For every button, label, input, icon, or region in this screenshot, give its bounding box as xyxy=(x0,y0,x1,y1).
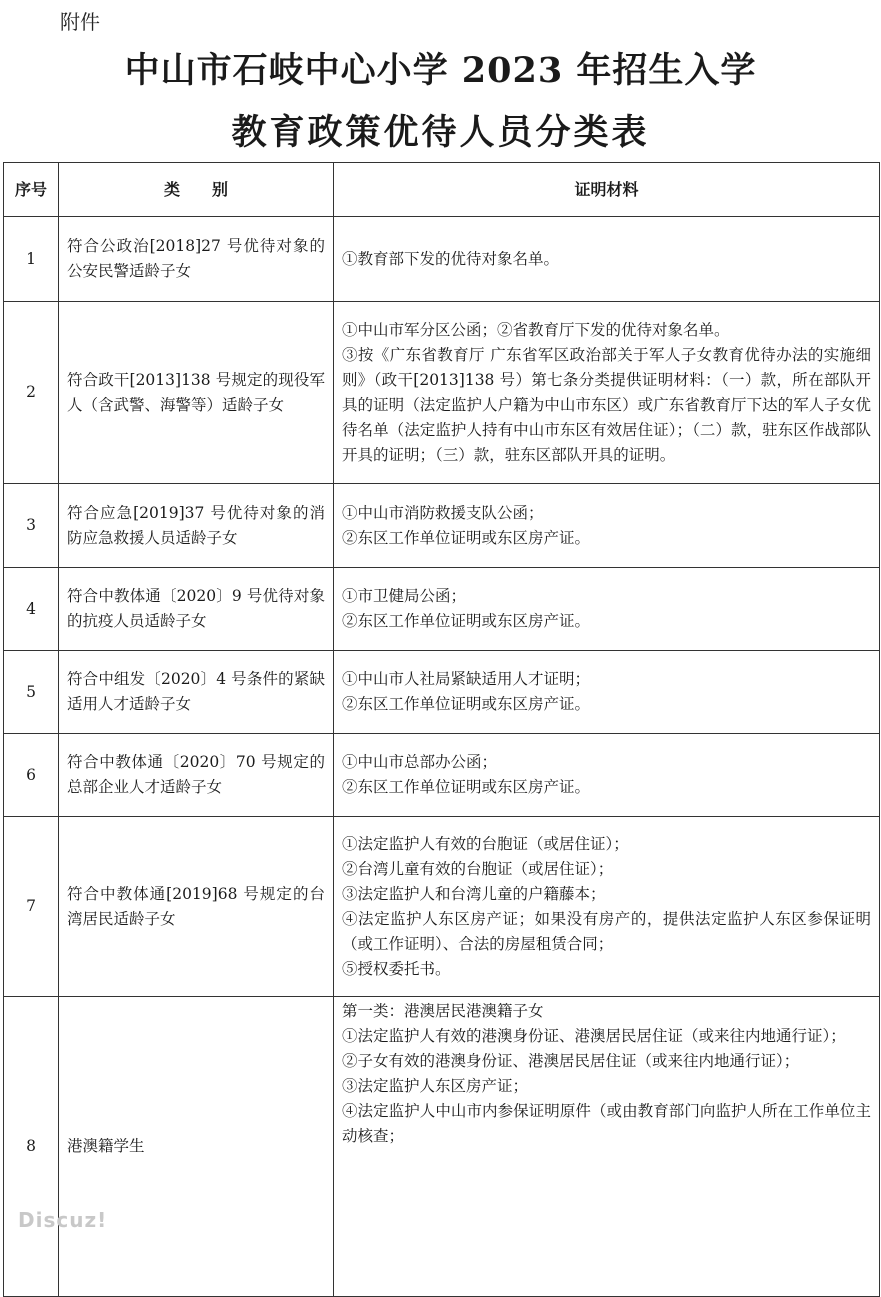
material-line: ②东区工作单位证明或东区房产证。 xyxy=(342,528,591,547)
header-num: 序号 xyxy=(4,163,59,217)
row-category: 符合中教体通〔2020〕9 号优待对象的抗疫人员适龄子女 xyxy=(59,568,334,651)
table-row xyxy=(4,568,880,651)
attachment-label: 附件 xyxy=(60,10,100,34)
material-line: ②台湾儿童有效的台胞证（或居住证）； xyxy=(342,859,614,878)
material-line: ②东区工作单位证明或东区房产证。 xyxy=(342,695,591,713)
row-materials xyxy=(334,568,880,651)
table-row xyxy=(4,997,880,1297)
row-materials xyxy=(334,997,880,1297)
material-line: ①中山市消防救援支队公函； xyxy=(342,503,544,522)
row-category: 符合中教体通〔2020〕70 号规定的总部企业人才适龄子女 xyxy=(59,734,334,817)
row-materials xyxy=(334,734,880,817)
material-line: 第一类：港澳居民港澳籍子女 xyxy=(342,1002,544,1020)
material-line: ④法定监护人东区房产证；如果没有房产的，提供法定监护人东区参保证明（或工作证明）、合法的房屋租赁合同； xyxy=(342,909,871,953)
material-line: ①市卫健局公函； xyxy=(342,587,467,605)
material-line: ②东区工作单位证明或东区房产证。 xyxy=(342,778,591,796)
row-number: 8 xyxy=(4,997,59,1297)
row-category: 符合公政治[2018]27 号优待对象的公安民警适龄子女 xyxy=(59,217,334,302)
table-row xyxy=(4,484,880,568)
material-line: ②子女有效的港澳身份证、港澳居民居住证（或来往内地通行证）； xyxy=(342,1052,800,1070)
material-line: ①法定监护人有效的台胞证（或居住证）； xyxy=(342,834,629,853)
row-number: 5 xyxy=(4,651,59,734)
material-line: ①中山市总部办公函； xyxy=(342,753,498,771)
row-number: 3 xyxy=(4,484,59,568)
row-category: 港澳籍学生 xyxy=(59,997,334,1297)
material-line: ⑤授权委托书。 xyxy=(342,959,451,978)
page-title-line1: 中山市石岐中心小学 2023 年招生入学 xyxy=(124,50,757,91)
row-category: 符合政干[2013]138 号规定的现役军人（含武警、海警等）适龄子女 xyxy=(59,302,334,484)
policy-table xyxy=(3,162,880,1297)
table-header-row xyxy=(4,163,880,217)
table-row xyxy=(4,817,880,997)
material-line: ①教育部下发的优待对象名单。 xyxy=(342,249,560,268)
row-number: 2 xyxy=(4,302,59,484)
row-number: 1 xyxy=(4,217,59,302)
row-number: 4 xyxy=(4,568,59,651)
material-line: ④法定监护人中山市内参保证明原件（或由教育部门向监护人所在工作单位主动核查； xyxy=(342,1102,871,1145)
header-category: 类 别 xyxy=(59,163,334,217)
row-materials xyxy=(334,302,880,484)
table-row xyxy=(4,651,880,734)
row-materials xyxy=(334,817,880,997)
material-line: ③法定监护人东区房产证； xyxy=(342,1077,529,1095)
row-materials xyxy=(334,217,880,302)
row-number: 6 xyxy=(4,734,59,817)
material-line: ②东区工作单位证明或东区房产证。 xyxy=(342,612,591,630)
row-materials xyxy=(334,651,880,734)
material-line: ③按《广东省教育厅 广东省军区政治部关于军人子女教育优待办法的实施细则》（政干[2013]138 号）第七条分类提供证明材料：（一）款，所在部队开具的证明（法定监护人户籍为中山市东区）或广东省教育厅下达的军人子女优待名单（法定监护人持有中山市东区有效居住证）；（二）款，驻东区作战部队开具的证明；（三）款，驻东区部队开具的证明。 xyxy=(342,345,871,464)
watermark: Discuz! xyxy=(18,1208,108,1232)
table-row xyxy=(4,302,880,484)
header-materials: 证明材料 xyxy=(334,163,880,217)
row-number: 7 xyxy=(4,817,59,997)
material-line: ①中山市人社局紧缺适用人才证明； xyxy=(342,670,591,688)
row-category: 符合应急[2019]37 号优待对象的消防应急救援人员适龄子女 xyxy=(59,484,334,568)
material-line: ①中山市军分区公函；②省教育厅下发的优待对象名单。 xyxy=(342,320,730,339)
row-category: 符合中组发〔2020〕4 号条件的紧缺适用人才适龄子女 xyxy=(59,651,334,734)
row-category: 符合中教体通[2019]68 号规定的台湾居民适龄子女 xyxy=(59,817,334,997)
material-line: ③法定监护人和台湾儿童的户籍藤本； xyxy=(342,884,606,903)
material-line: ①法定监护人有效的港澳身份证、港澳居民居住证（或来往内地通行证）； xyxy=(342,1027,846,1045)
page-title-line2: 教育政策优待人员分类表 xyxy=(231,112,650,153)
row-materials xyxy=(334,484,880,568)
table-row xyxy=(4,734,880,817)
table-row xyxy=(4,217,880,302)
